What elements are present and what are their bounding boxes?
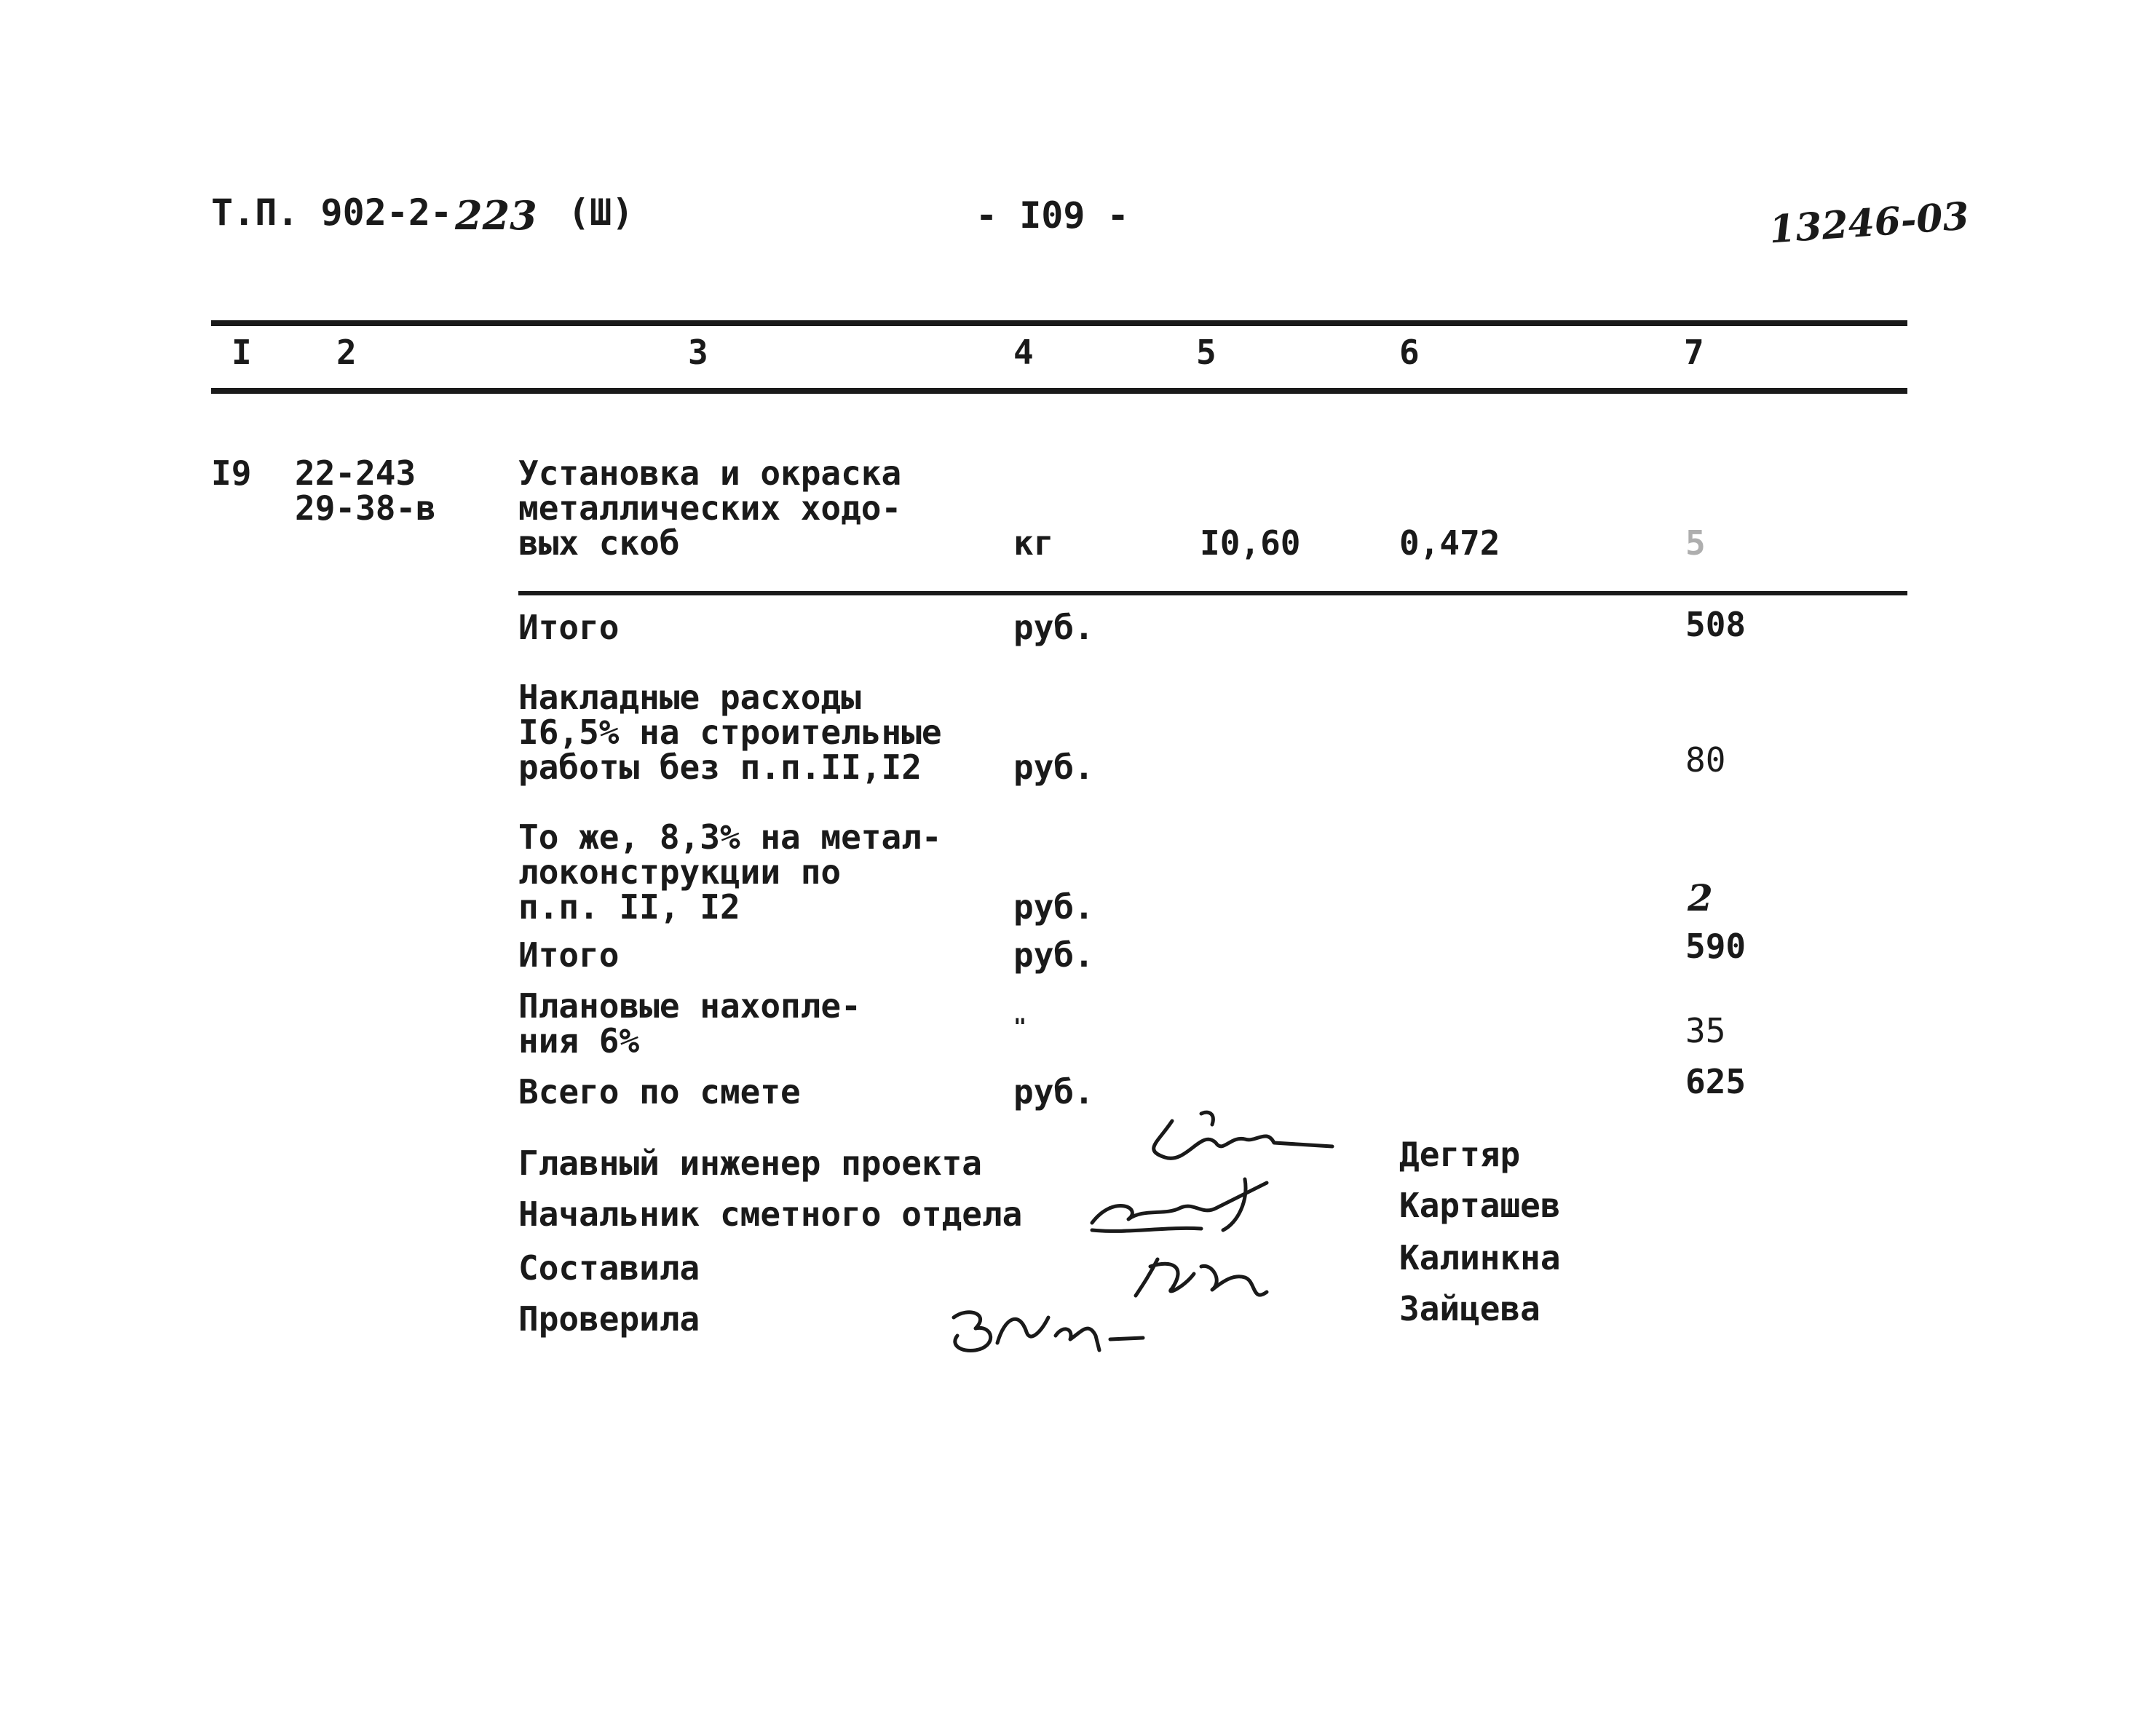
signature-name: Калинкна — [1399, 1238, 1561, 1277]
handwritten-signatures — [925, 1099, 1391, 1376]
col-header-7: 7 — [1684, 333, 1704, 372]
col-header-3: 3 — [688, 333, 708, 372]
summary-label: Всего по смете — [518, 1072, 801, 1111]
summary-value: 590 — [1685, 927, 1746, 966]
archive-code: 13246-03 — [1768, 194, 1971, 253]
doc-prefix: Т.П. 902-2- — [211, 191, 453, 234]
summary-value: 35 — [1685, 1011, 1726, 1050]
signature-role: Начальник сметного отдела — [518, 1194, 1023, 1234]
col-header-4: 4 — [1013, 333, 1034, 372]
signature-name: Дегтяр — [1399, 1135, 1521, 1174]
summary-value: 625 — [1685, 1062, 1746, 1101]
summary-label: Итого — [518, 935, 620, 975]
signature-stroke-2 — [1092, 1179, 1267, 1230]
summary-value: 2 — [1688, 876, 1713, 919]
header-top-rule — [211, 320, 1907, 326]
header-bottom-rule — [211, 388, 1907, 394]
col-header-2: 2 — [336, 333, 357, 372]
col-header-6: 6 — [1399, 333, 1420, 372]
doc-hand-number: 223 — [455, 192, 537, 239]
item-quantity: I0,60 — [1200, 523, 1301, 563]
col-header-1: I — [232, 333, 252, 372]
item-unit: кг — [1013, 523, 1054, 563]
summary-unit: " — [1013, 1015, 1027, 1040]
summary-unit: руб. — [1013, 887, 1094, 927]
signature-role: Главный инженер проекта — [518, 1144, 982, 1183]
item-total: 5 — [1685, 523, 1706, 563]
signature-stroke-2b — [1092, 1228, 1201, 1231]
signature-name: Зайцева — [1399, 1289, 1540, 1328]
item-description: Установка и окраска металлических ходо- вых скоб — [518, 453, 902, 563]
item-no: I9 — [211, 453, 252, 493]
item-code: 22-243 29-38-в — [295, 453, 436, 528]
summary-unit: руб. — [1013, 608, 1094, 647]
signature-role: Составила — [518, 1248, 700, 1288]
summary-label: Плановые нахопле- ния 6% — [518, 986, 861, 1061]
summary-value: 80 — [1685, 740, 1726, 780]
summary-label: Итого — [518, 608, 620, 647]
signature-stroke-1b — [1201, 1112, 1213, 1125]
signature-stroke-4 — [954, 1312, 1143, 1351]
item-unit-price: 0,472 — [1399, 523, 1500, 563]
col-header-5: 5 — [1196, 333, 1217, 372]
summary-unit: руб. — [1013, 935, 1094, 975]
signature-stroke-3 — [1136, 1259, 1267, 1296]
signature-role: Проверила — [518, 1299, 700, 1339]
signature-name: Карташев — [1399, 1186, 1561, 1225]
signature-stroke-1 — [1154, 1121, 1332, 1158]
summary-unit: руб. — [1013, 748, 1094, 787]
doc-volume: (Ш) — [568, 191, 634, 234]
summary-unit: руб. — [1013, 1072, 1094, 1111]
summary-label: То же, 8,3% на метал- локонструкции по п.п. II, I2 — [518, 817, 942, 927]
item-rule — [518, 591, 1907, 595]
summary-label: Накладные расходы I6,5% на строительные работы без п.п.II,I2 — [518, 678, 942, 787]
summary-value: 508 — [1685, 605, 1746, 644]
page-number: - I09 - — [976, 194, 1129, 237]
